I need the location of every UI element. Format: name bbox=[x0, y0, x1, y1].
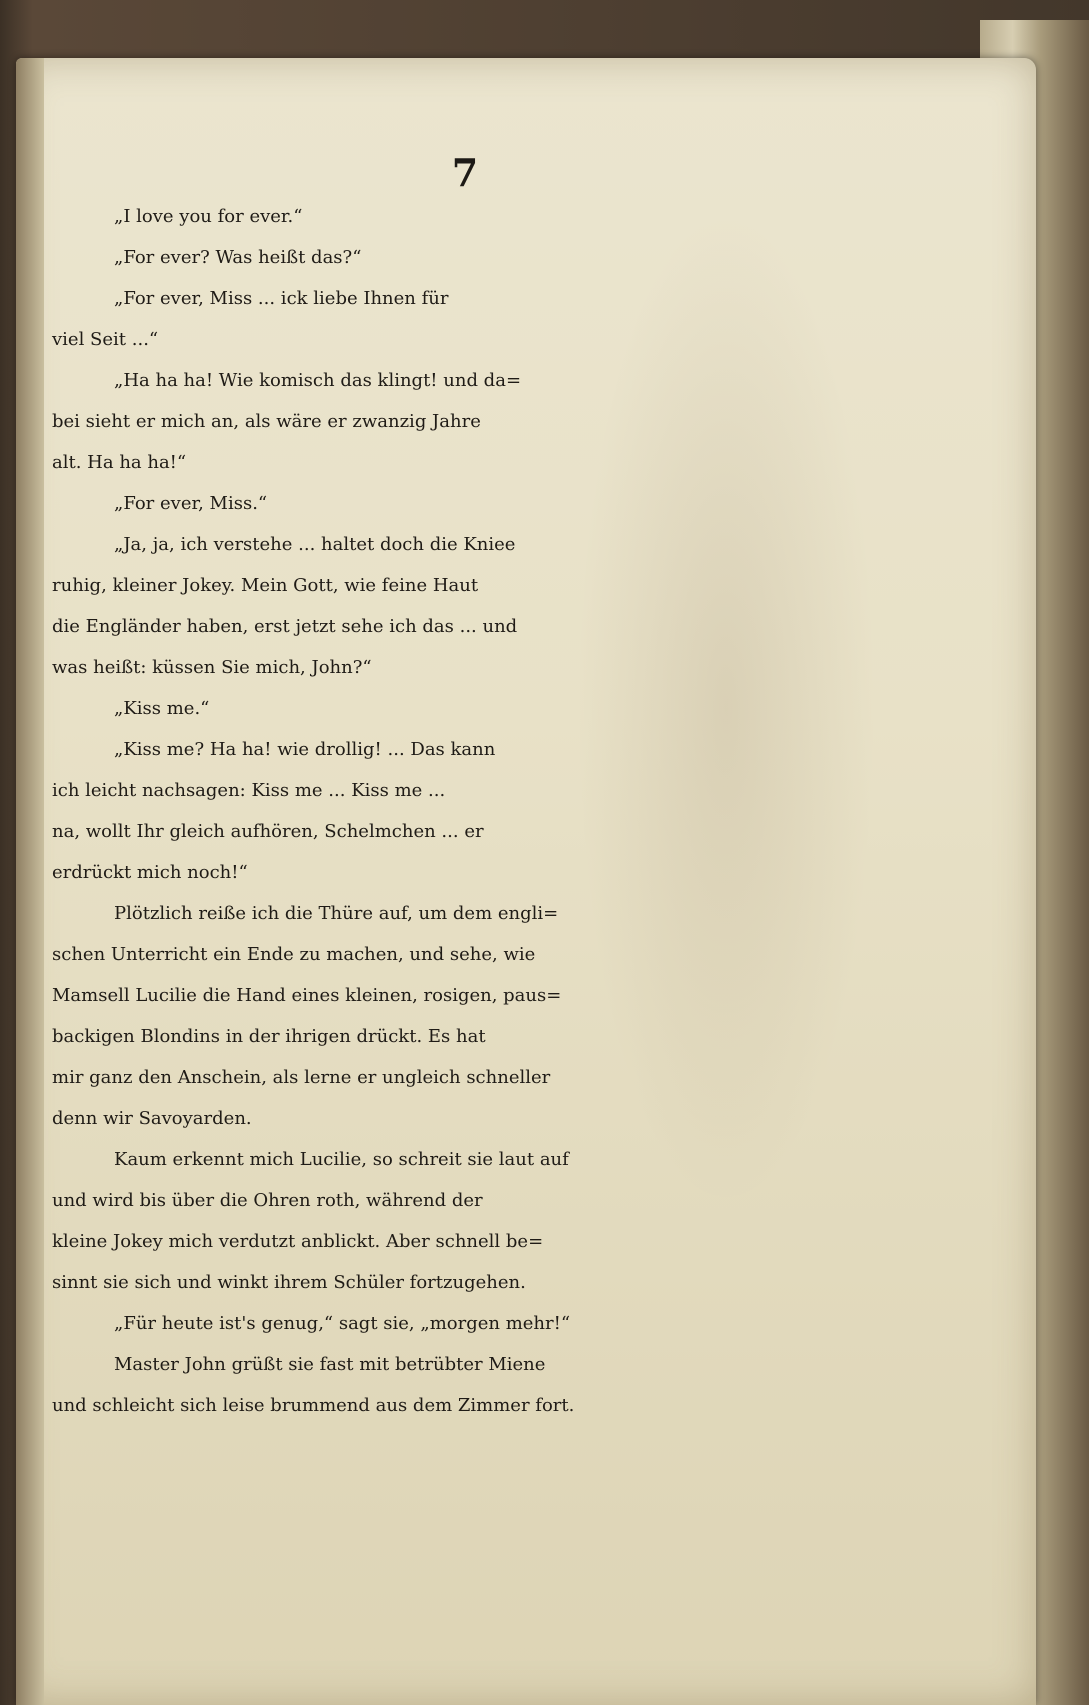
text-line: die Engländer haben, erst jetzt sehe ich das ... und bbox=[52, 616, 518, 637]
page-text-block bbox=[52, 196, 852, 1426]
text-line: bei sieht er mich an, als wäre er zwanzig Jahre bbox=[52, 411, 481, 432]
text-line: na, wollt Ihr gleich aufhören, Schelmchen ... er bbox=[52, 821, 484, 842]
text-line: sinnt sie sich und winkt ihrem Schüler fortzugehen. bbox=[52, 1272, 526, 1293]
text-line: „Kiss me.“ bbox=[114, 698, 210, 719]
text-line: erdrückt mich noch!“ bbox=[52, 862, 248, 883]
text-line: „Ha ha ha! Wie komisch das klingt! und da= bbox=[114, 370, 522, 391]
text-line: ruhig, kleiner Jokey. Mein Gott, wie feine Haut bbox=[52, 575, 479, 596]
text-line: „Für heute ist's genug,“ sagt sie, „morgen mehr!“ bbox=[114, 1313, 571, 1334]
text-line: backigen Blondins in der ihrigen drückt. Es hat bbox=[52, 1026, 486, 1047]
text-line: mir ganz den Anschein, als lerne er ungleich schneller bbox=[52, 1067, 551, 1088]
text-line: „I love you for ever.“ bbox=[114, 206, 303, 227]
text-line: Master John grüßt sie fast mit betrübter Miene bbox=[114, 1354, 546, 1375]
text-line: Plötzlich reiße ich die Thüre auf, um dem engli= bbox=[114, 903, 559, 924]
text-line: schen Unterricht ein Ende zu machen, und sehe, wie bbox=[52, 944, 536, 965]
text-line: denn wir Savoyarden. bbox=[52, 1108, 252, 1129]
text-line: ich leicht nachsagen: Kiss me ... Kiss me ... bbox=[52, 780, 446, 801]
text-line: „For ever? Was heißt das?“ bbox=[114, 247, 362, 268]
text-line: und wird bis über die Ohren roth, während der bbox=[52, 1190, 483, 1211]
text-line: und schleicht sich leise brummend aus dem Zimmer fort. bbox=[52, 1395, 575, 1416]
text-line: alt. Ha ha ha!“ bbox=[52, 452, 187, 473]
text-line: „For ever, Miss.“ bbox=[114, 493, 268, 514]
text-line: was heißt: küssen Sie mich, John?“ bbox=[52, 657, 372, 678]
page-gutter bbox=[16, 58, 44, 1705]
text-line: kleine Jokey mich verdutzt anblickt. Aber schnell be= bbox=[52, 1231, 544, 1252]
text-line: viel Seit ...“ bbox=[52, 329, 159, 350]
page-number: 7 bbox=[451, 150, 479, 195]
text-line: „Ja, ja, ich verstehe ... haltet doch die Kniee bbox=[114, 534, 516, 555]
text-line: Mamsell Lucilie die Hand eines kleinen, rosigen, paus= bbox=[52, 985, 562, 1006]
text-line: Kaum erkennt mich Lucilie, so schreit sie laut auf bbox=[114, 1149, 569, 1170]
text-line: „For ever, Miss ... ick liebe Ihnen für bbox=[114, 288, 449, 309]
text-line: „Kiss me? Ha ha! wie drollig! ... Das kann bbox=[114, 739, 496, 760]
